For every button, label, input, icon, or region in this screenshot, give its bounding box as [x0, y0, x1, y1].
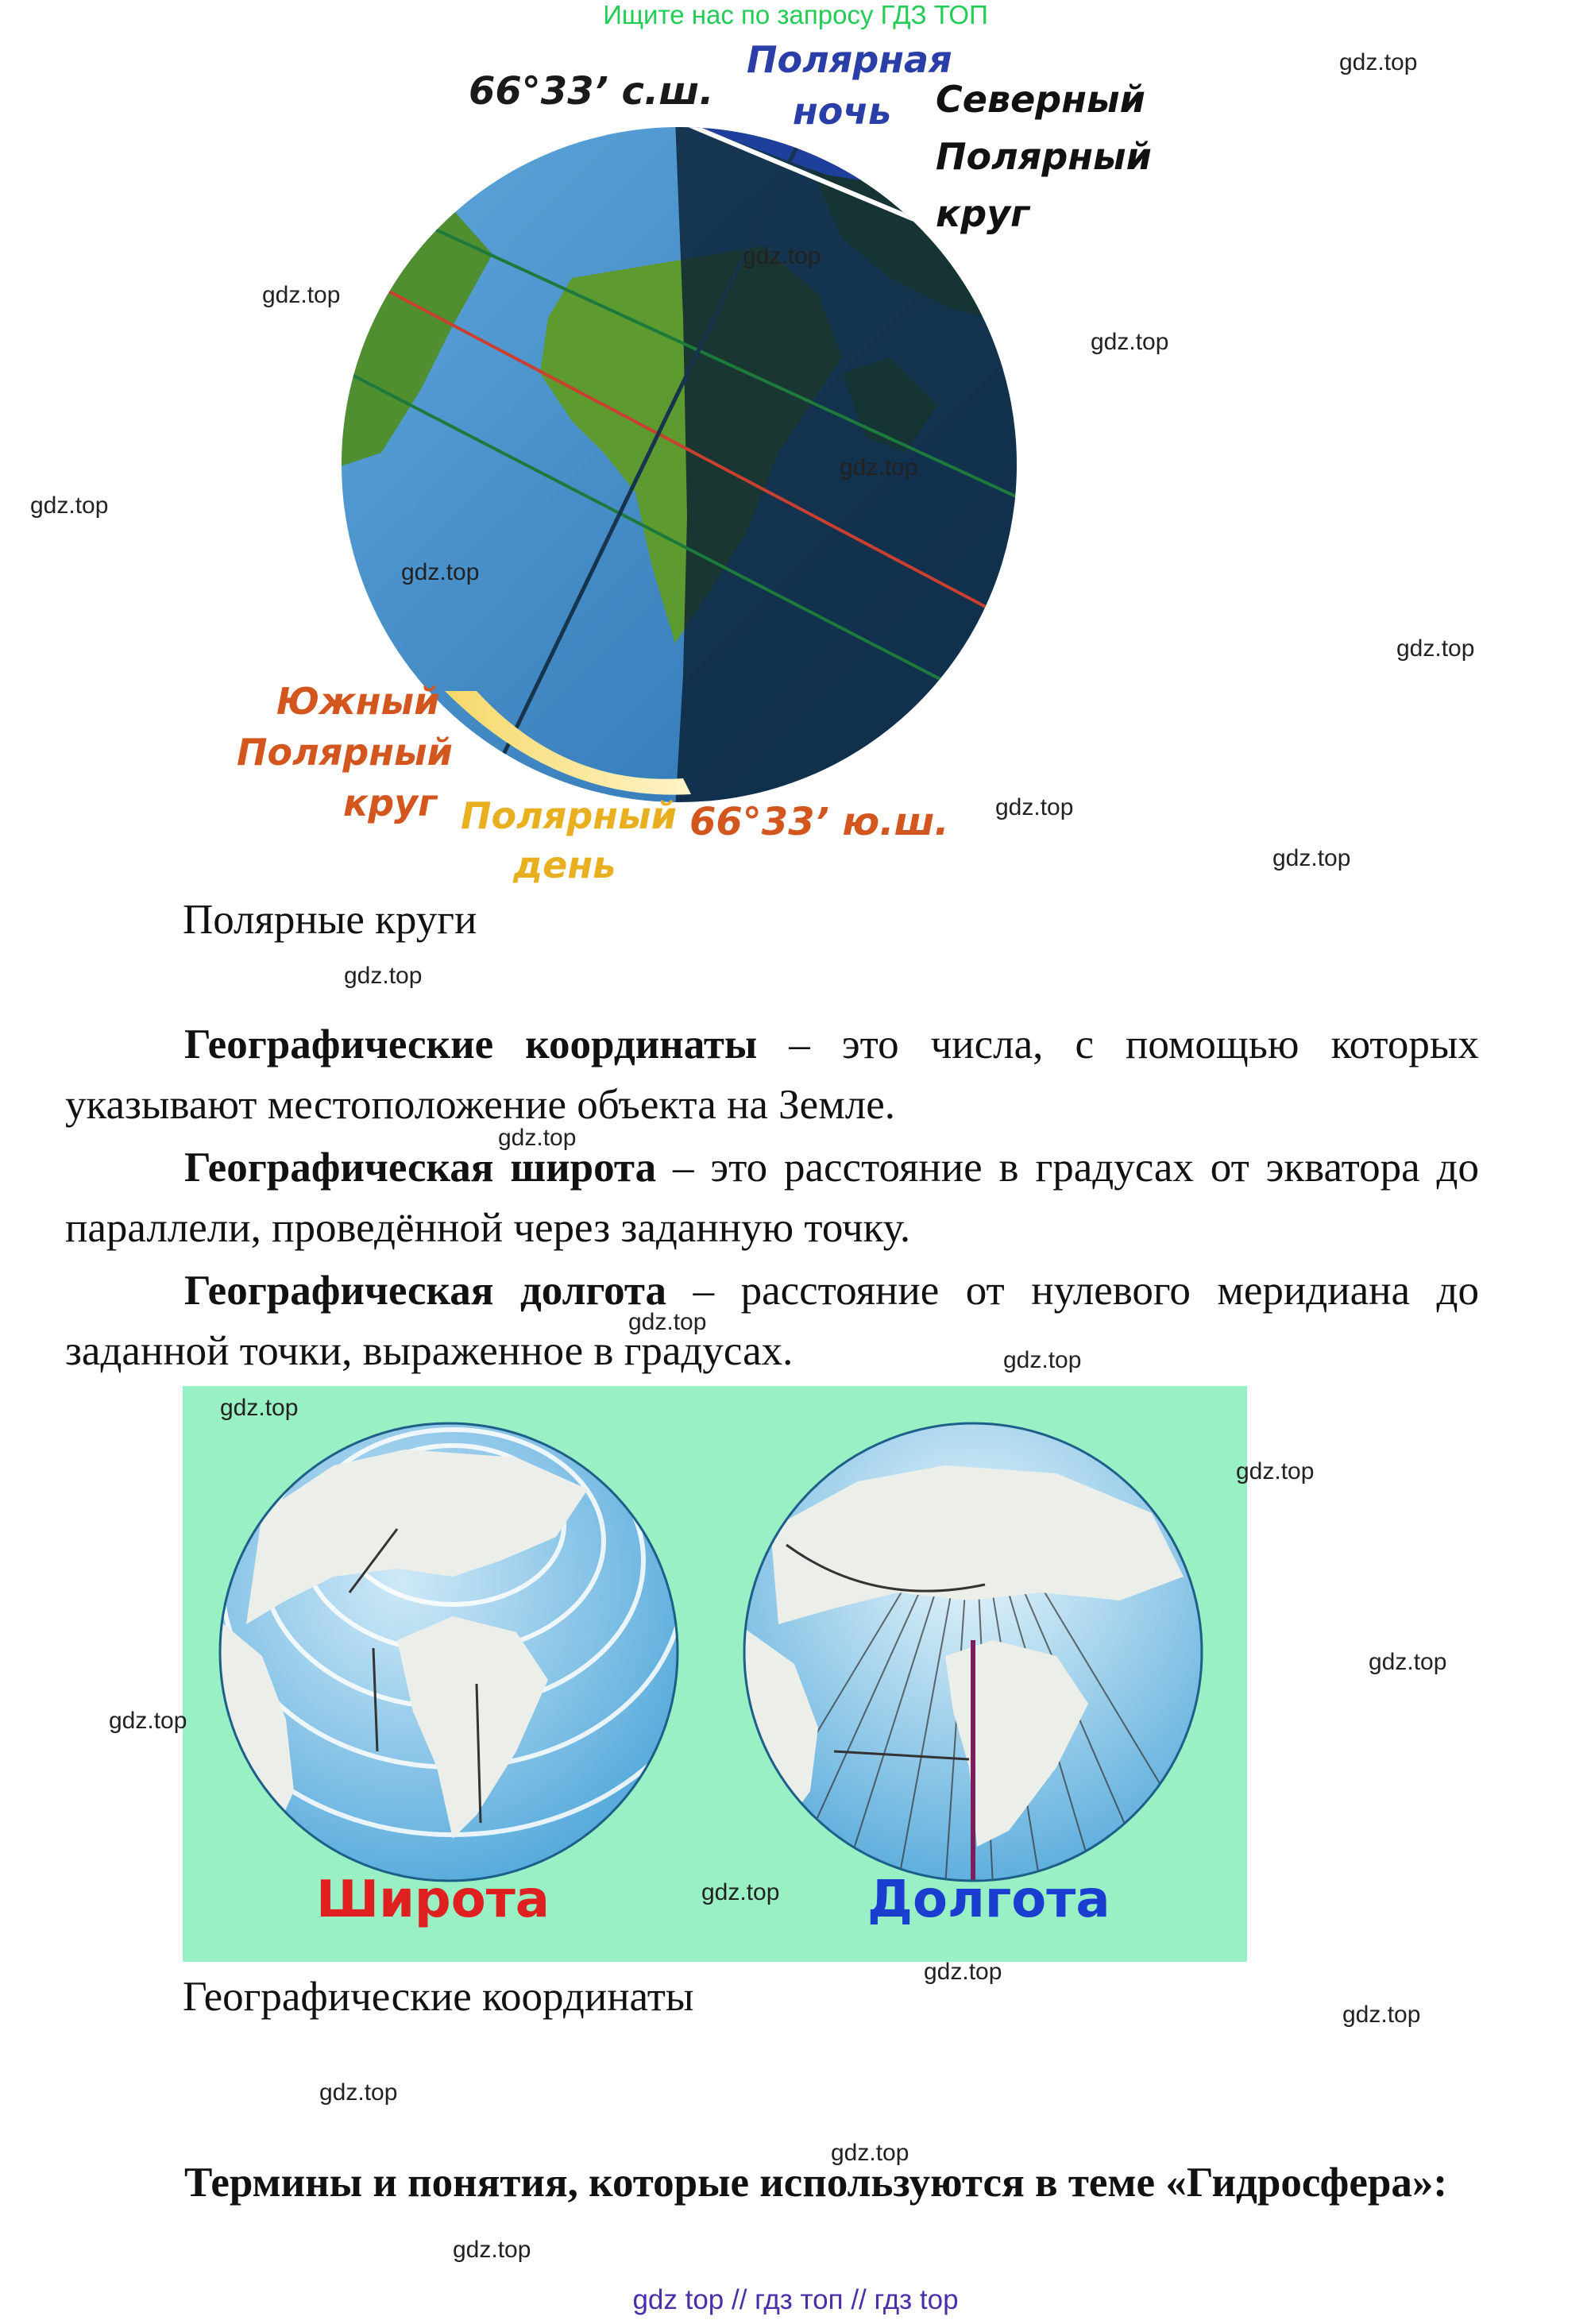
section-heading-line2: «Гидросфера»:	[1165, 2160, 1447, 2206]
watermark: gdz.top	[220, 1395, 299, 1421]
polar-day-label-2: день	[513, 844, 616, 886]
bottom-banner[interactable]: gdz top // гдз топ // гдз top	[632, 2284, 959, 2315]
longitude-label: Долгота	[867, 1870, 1110, 1929]
watermark: gdz.top	[1091, 329, 1169, 355]
south-circle-label-1: Южный	[276, 680, 440, 723]
south-lat-label: 66°33’ ю.ш.	[689, 800, 949, 844]
definition-text: – расстояние от нулевого меридиана до заданной точки, выраженное в градусах.	[65, 1268, 1479, 1374]
watermark: gdz.top	[109, 1708, 187, 1734]
watermark: gdz.top	[1236, 1458, 1315, 1484]
south-circle-label-2: Полярный	[237, 731, 453, 774]
south-circle-label-3: круг	[343, 782, 438, 824]
watermark: gdz.top	[344, 963, 423, 989]
latitude-globe	[214, 1418, 683, 1886]
watermark: gdz.top	[1396, 635, 1475, 662]
watermark: gdz.top	[701, 1879, 780, 1905]
definition-term: Географические координаты	[184, 1021, 758, 1067]
watermark: gdz.top	[319, 2079, 398, 2106]
definition-text: – это расстояние в градусах от экватора до параллели, проведённой через заданную точку.	[65, 1145, 1479, 1251]
coordinates-figure-panel	[183, 1386, 1247, 1962]
latitude-label: Широта	[316, 1870, 550, 1929]
definition-coordinates	[65, 1014, 1479, 1135]
polar-day-label-1: Полярный	[461, 794, 677, 837]
north-circle-label-3: круг	[936, 192, 1030, 235]
watermark: gdz.top	[628, 1309, 707, 1335]
figure2-caption: Географические координаты	[183, 1974, 694, 2020]
watermark: gdz.top	[1369, 1649, 1447, 1675]
watermark: gdz.top	[1272, 845, 1351, 871]
watermark: gdz.top	[1003, 1347, 1082, 1373]
watermark: gdz.top	[924, 1959, 1002, 1985]
top-banner[interactable]: Ищите нас по запросу ГДЗ ТОП	[603, 0, 988, 29]
north-circle-label-1: Северный	[936, 78, 1145, 121]
definition-term: Географическая широта	[184, 1145, 657, 1191]
polar-night-label-2: ночь	[793, 90, 892, 133]
section-heading-line1: Термины и понятия, которые используются в теме	[184, 2160, 1156, 2206]
watermark: gdz.top	[498, 1125, 577, 1151]
watermark: gdz.top	[1342, 2002, 1421, 2028]
definition-term: Географическая долгота	[184, 1268, 667, 1314]
watermark: gdz.top	[743, 243, 821, 269]
watermark: gdz.top	[262, 282, 341, 308]
watermark: gdz.top	[995, 794, 1074, 820]
north-lat-label: 66°33’ с.ш.	[469, 69, 714, 114]
definition-longitude	[65, 1260, 1479, 1381]
definition-text: – это числа, с помощью которых указывают местоположение объекта на Земле.	[65, 1021, 1479, 1128]
watermark: gdz.top	[1339, 49, 1418, 75]
polar-day-crescent	[445, 683, 699, 802]
watermark: gdz.top	[453, 2237, 531, 2263]
longitude-globe	[739, 1418, 1207, 1886]
north-circle-label-2: Полярный	[936, 135, 1152, 178]
polar-night-label-1: Полярная	[747, 38, 952, 81]
watermark: gdz.top	[30, 492, 109, 519]
watermark: gdz.top	[401, 559, 480, 585]
definition-latitude	[65, 1137, 1479, 1258]
section-heading	[65, 2152, 1479, 2213]
watermark: gdz.top	[840, 454, 918, 481]
figure1-caption: Полярные круги	[183, 897, 477, 943]
watermark: gdz.top	[831, 2140, 909, 2166]
